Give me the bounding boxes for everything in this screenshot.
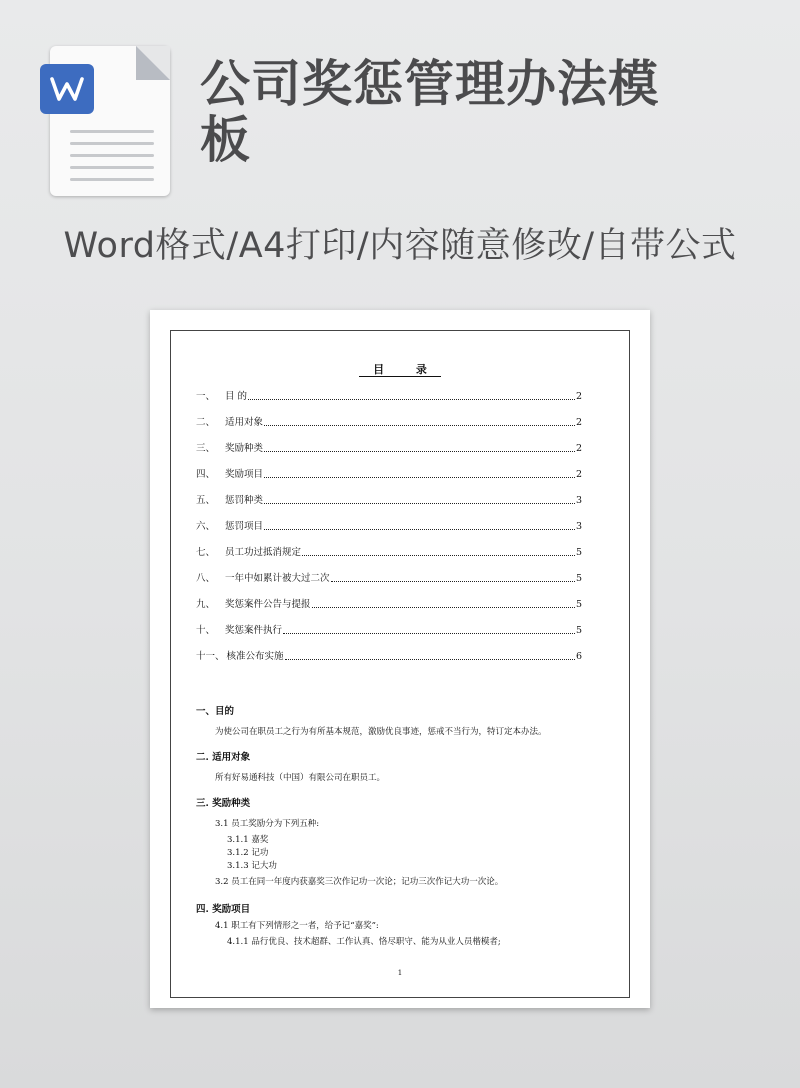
toc-item[interactable]: 四、 奖励项目 2 [196,469,582,480]
document-page [150,310,650,1008]
toc-item[interactable]: 三、 奖励种类 2 [196,443,582,454]
section-text: 4.1.1 品行优良、技术超群、工作认真、恪尽职守、能为从业人员楷模者; [227,937,501,947]
page-title: 公司奖惩管理办法模板 [200,55,659,169]
section-heading: 三. 奖励种类 [196,798,251,809]
toc-item[interactable]: 十一、 核准公布实施 6 [196,651,582,662]
section-text: 为使公司在职员工之行为有所基本规范，激励优良事迹，惩戒不当行为，特订定本办法。 [215,727,547,737]
section-heading: 一、目的 [196,706,235,717]
toc-item[interactable]: 七、 员工功过抵消规定 5 [196,547,582,558]
text-line [70,166,154,169]
section-heading: 二. 适用对象 [196,752,251,763]
section-text: 3.1.2 记功 [227,848,269,858]
text-line [70,130,154,133]
text-line [70,178,154,181]
toc-item[interactable]: 一、 目 的 2 [196,391,582,402]
word-document-icon [40,46,172,198]
page-subtitle: Word格式/A4打印/内容随意修改/自带公式 [63,226,737,266]
section-text: 3.2 员工在同一年度内获嘉奖三次作记功一次论；记功三次作记大功一次论。 [215,877,504,887]
section-text: 所有好易通科技（中国）有限公司在职员工。 [215,773,386,783]
section-text: 3.1.3 记大功 [227,861,277,871]
section-text: 3.1.1 嘉奖 [227,835,269,845]
toc-item[interactable]: 十、 奖惩案件执行 5 [196,625,582,636]
toc-item[interactable]: 九、 奖惩案件公告与提报 5 [196,599,582,610]
toc-item[interactable]: 二、 适用对象 2 [196,417,582,428]
section-text: 4.1 职工有下列情形之一者，给予记“嘉奖”: [215,921,379,931]
section-text: 3.1 员工奖励分为下列五种: [215,819,320,829]
toc-item[interactable]: 五、 惩罚种类 3 [196,495,582,506]
page-border [170,330,630,998]
text-line [70,142,154,145]
page-number: 1 [397,969,403,977]
word-w-icon [40,64,94,114]
section-heading: 四. 奖励项目 [196,904,251,915]
toc-title: 目 录 [171,361,629,377]
page-fold-corner [136,46,170,80]
toc-item[interactable]: 六、 惩罚项目 3 [196,521,582,532]
text-line [70,154,154,157]
toc-item[interactable]: 八、 一年中如累计被大过二次 5 [196,573,582,584]
